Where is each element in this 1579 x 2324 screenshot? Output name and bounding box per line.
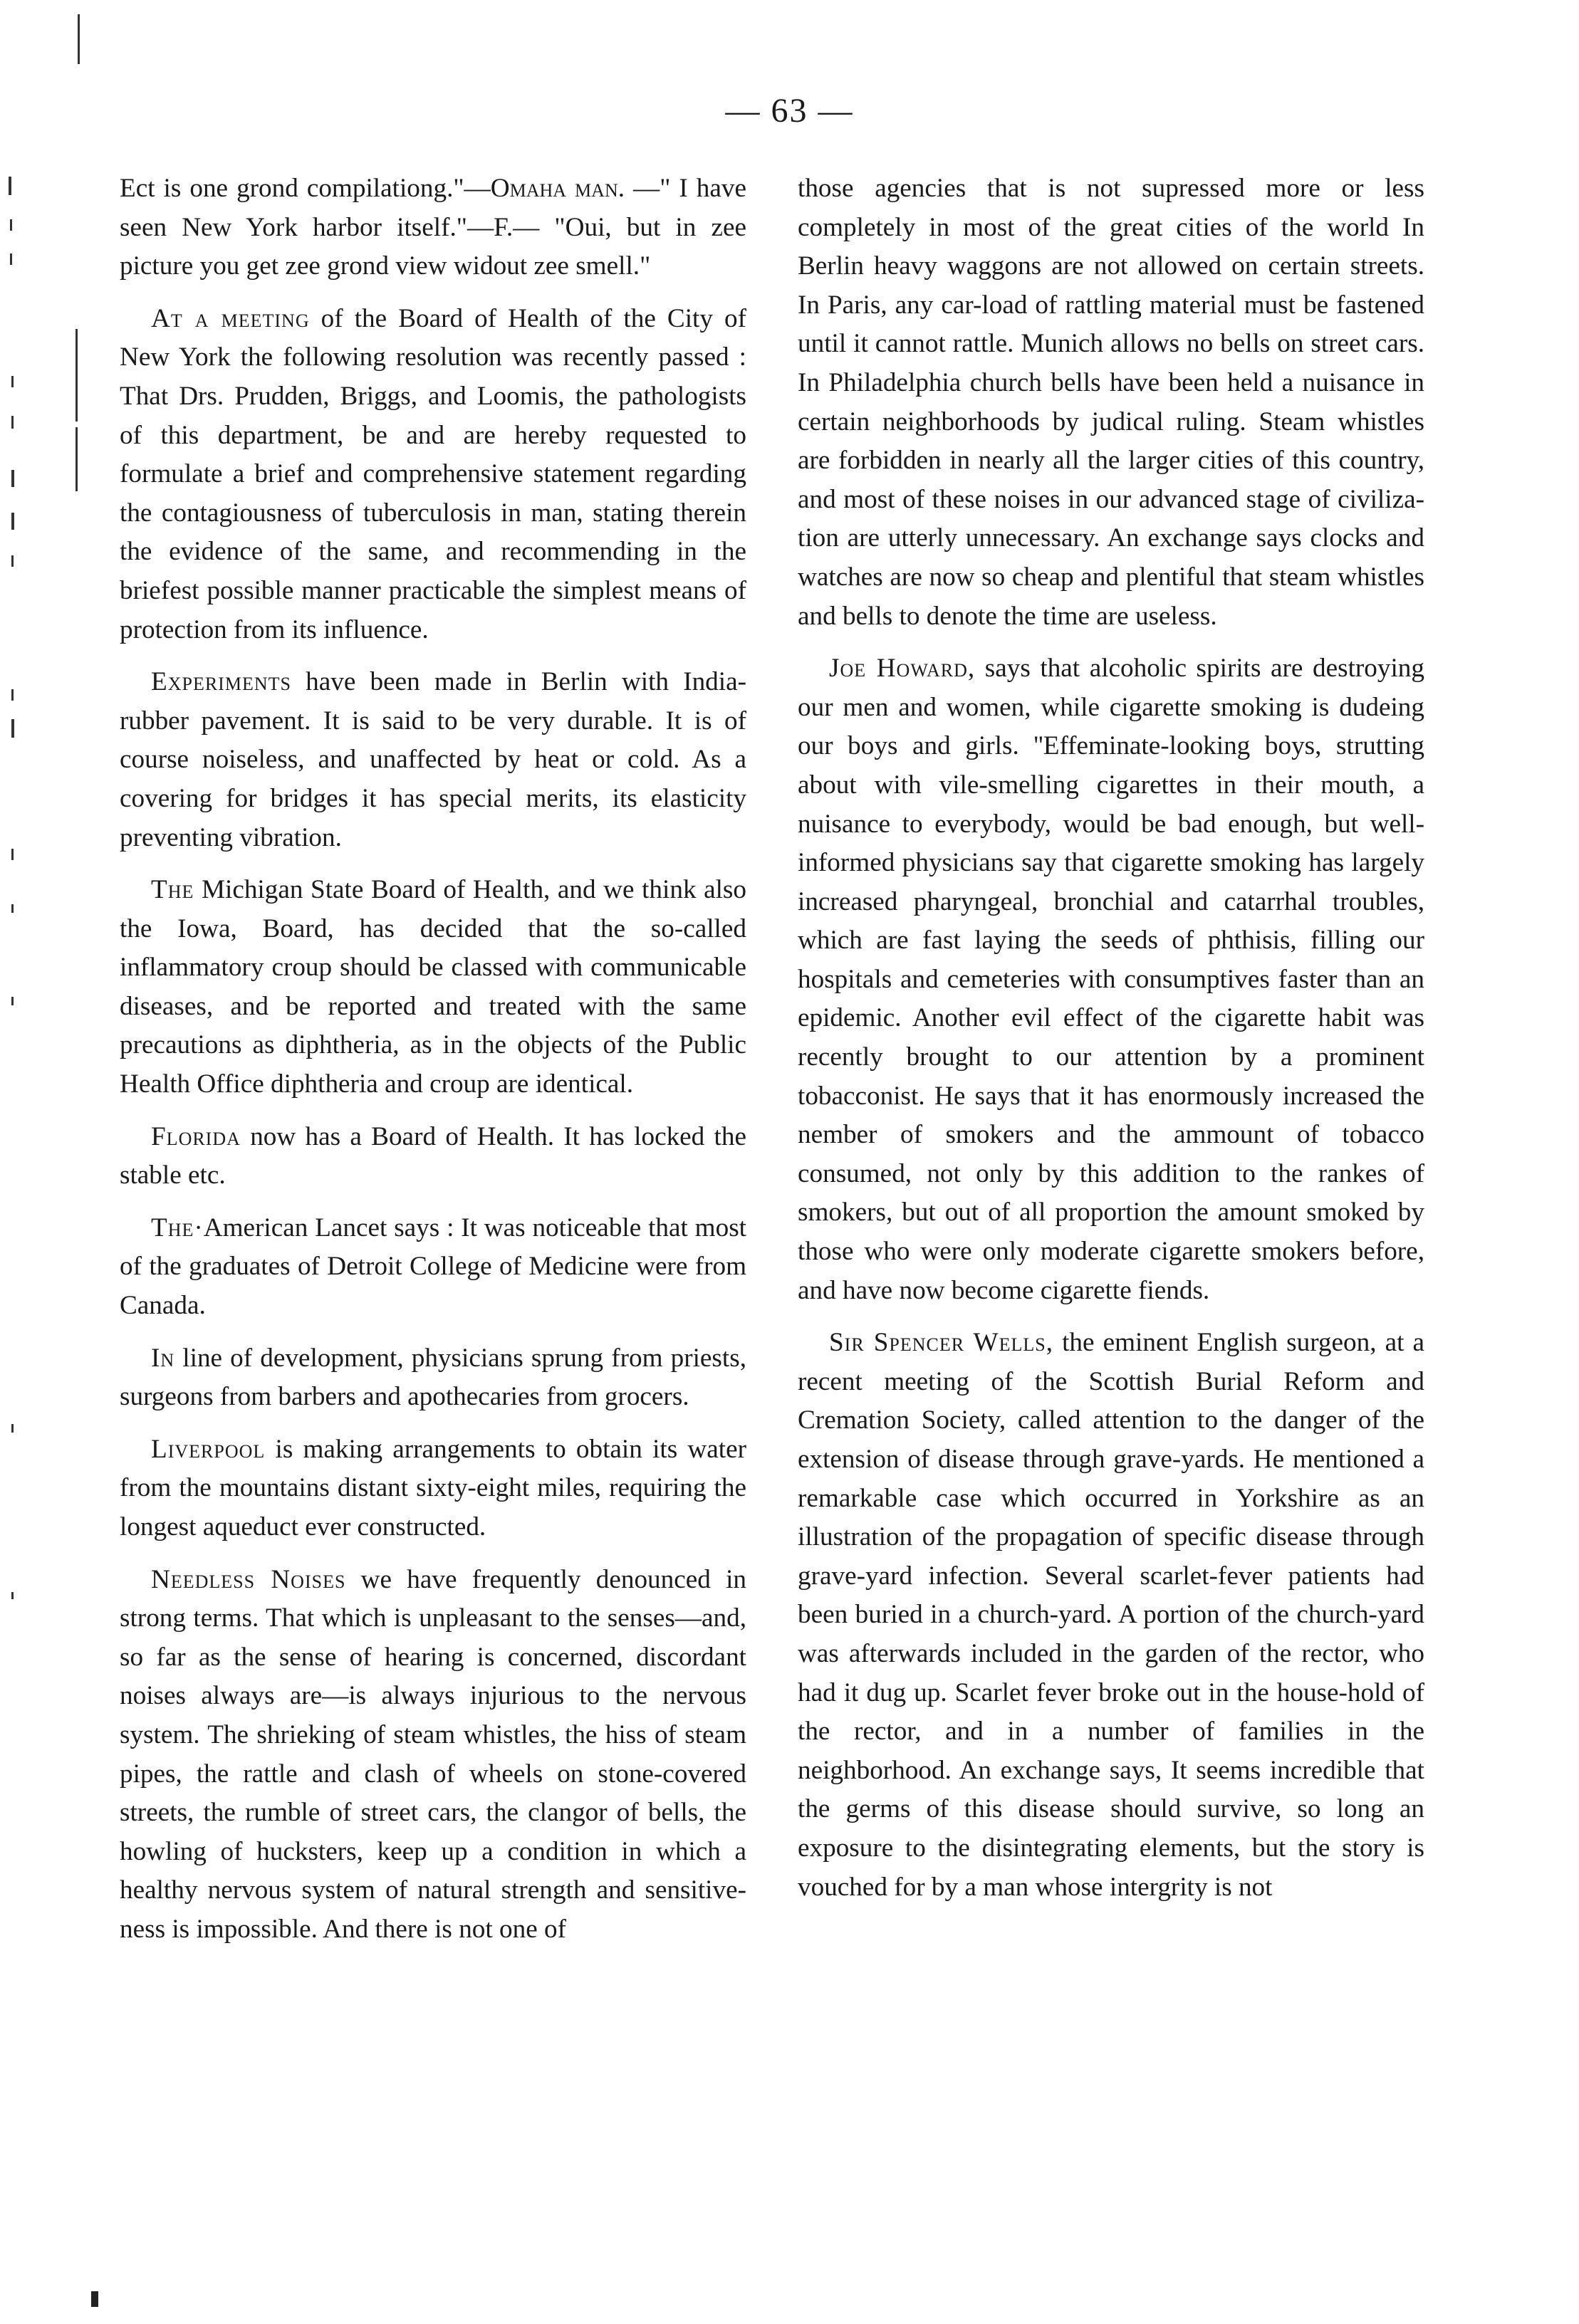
- paragraph-sir-spencer-wells: Sir Spencer Wells, the eminent English surgeon, at a recent meeting of the Scottish Burial Reform and Cremation Society, called attention to the danger of the extension of disease through grave-yards. He mentioned a remarkable case which occurred in Yorkshire as an illustration of the propagation of specific disease through grave-yard infection. Several scarlet-fever patients had been buried in a church-yard. A portion of the church-yard was afterwards included in the garden of the rector, who had it dug up. Scarlet fever broke out in the house-hold of the rector, and in a number of families in the neighborhood. An exchange says, It seems incredible that the germs of this disease should survive, so long an exposure to the disintegrating elements, but the story is vouched for by a man whose intergrity is not: [798, 1328, 1424, 1902]
- page-number: — 63 —: [725, 92, 854, 130]
- page-edge-mark: [91, 2291, 98, 2307]
- paragraph-experiments: Experiments have been made in Berlin with India-rubber pavement. It is said to be very durable. It is of course noiseless, and unaffected by heat or cold. As a covering for bridges it has special merits, its elasticity preventing vibration.: [120, 667, 746, 852]
- paragraph-noises-continued: those agencies that is not supressed more or less completely in most of the great cities of the world In Berlin heavy waggons are not allowed on certain streets. In Paris, any car-load of rattling material must be fastened until it cannot rattle. Munich allows no bells on street cars. In Philadelphia church bells have been held a nuisance in certain neighborhoods by judical ruling. Steam whistles are forbidden in nearly all the larger cities of this country, and most of these noises in our advanced stage of civilization are utterly unnecessary. An exchange says clocks and watches are now so cheap and plentiful that steam whistles and bells to denote the time are useless.: [798, 174, 1424, 631]
- paragraph-line-of-development: In line of development, physicians sprung from priests, surgeons from barbers and apothecaries from grocers.: [120, 1343, 746, 1412]
- paragraph-board-of-health-ny: At a meeting of the Board of Health of the City of New York the following resolution was recently passed : That Drs. Prudden, Briggs, and Loomis, the pathologists of this department, be and are hereby requested to formulate a brief and comprehensive statement regarding the contagiousness of tuberculosis in man, stating therein the evidence of the same, and recommending in the briefest possible manner practicable the simplest means of protection from its influence.: [120, 303, 746, 644]
- paragraph-michigan-board: The Michigan State Board of Health, and we think also the Iowa, Board, has decided that the so-called inflammatory croup should be classed with communicable diseases, and be reported and treated with the same precautions as diphtheria, as in the objects of the Public Health Office diphtheria and croup are identical.: [120, 875, 746, 1099]
- paragraph-joe-howard: Joe Howard, says that alcoholic spirits are destroying our men and women, while cigarette smoking is dudeing our boys and girls. ''Effeminate-looking boys, strutting about with vile-smelling cigarettes in their mouth, a nuisance to everybody, would be bad enough, but well-informed physicians say that cigarette smoking has largely increased pharyngeal, bronchial and catarrhal troubles, which are fast laying the seeds of phthisis, filling our hospitals and cemeteries with consumptives faster than an epidemic. Another evil effect of the cigarette habit was recently brought to our attention by a prominent tobacconist. He says that it has enormously increased the nember of smokers and the ammount of tobacco consumed, not only by this addition to the rankes of smokers, but out of all proportion the amount smoked by those who were only moderate cigarette smokers before, and have now become cigarette fiends.: [798, 654, 1424, 1305]
- margin-marks: [0, 0, 93, 2324]
- paragraph-needless-noises: Needless Noises we have frequently denounced in strong terms. That which is unpleasant to the senses—and, so far as the sense of hearing is concerned, discordant noises always are—is always injurious to the nervous system. The shrieking of steam whistles, the hiss of steam pipes, the rattle and clash of wheels on stone-covered streets, the rumble of street cars, the clangor of bells, the howling of hucksters, keep up a condition in which a healthy nervous system of natural strength and sensitiveness is impossible. And there is not one of: [120, 1564, 747, 1944]
- right-column: [798, 169, 1424, 1920]
- paragraph-omaha-man: Ect is one grond compilationg."—Omaha man. —" I have seen New York harbor itself."—F.— "Oui, but in zee picture you get zee grond view widout zee smell.": [120, 174, 746, 281]
- paragraph-liverpool: Liverpool is making arrangements to obtain its water from the mountains distant sixty-eight miles, requiring the longest aqueduct ever constructed.: [120, 1434, 746, 1542]
- paragraph-american-lancet: The·American Lancet says : It was noticeable that most of the graduates of Detroit College of Medicine were from Canada.: [120, 1213, 746, 1321]
- left-column: [120, 169, 746, 1963]
- paragraph-florida: Florida now has a Board of Health. It has locked the stable etc.: [120, 1121, 746, 1190]
